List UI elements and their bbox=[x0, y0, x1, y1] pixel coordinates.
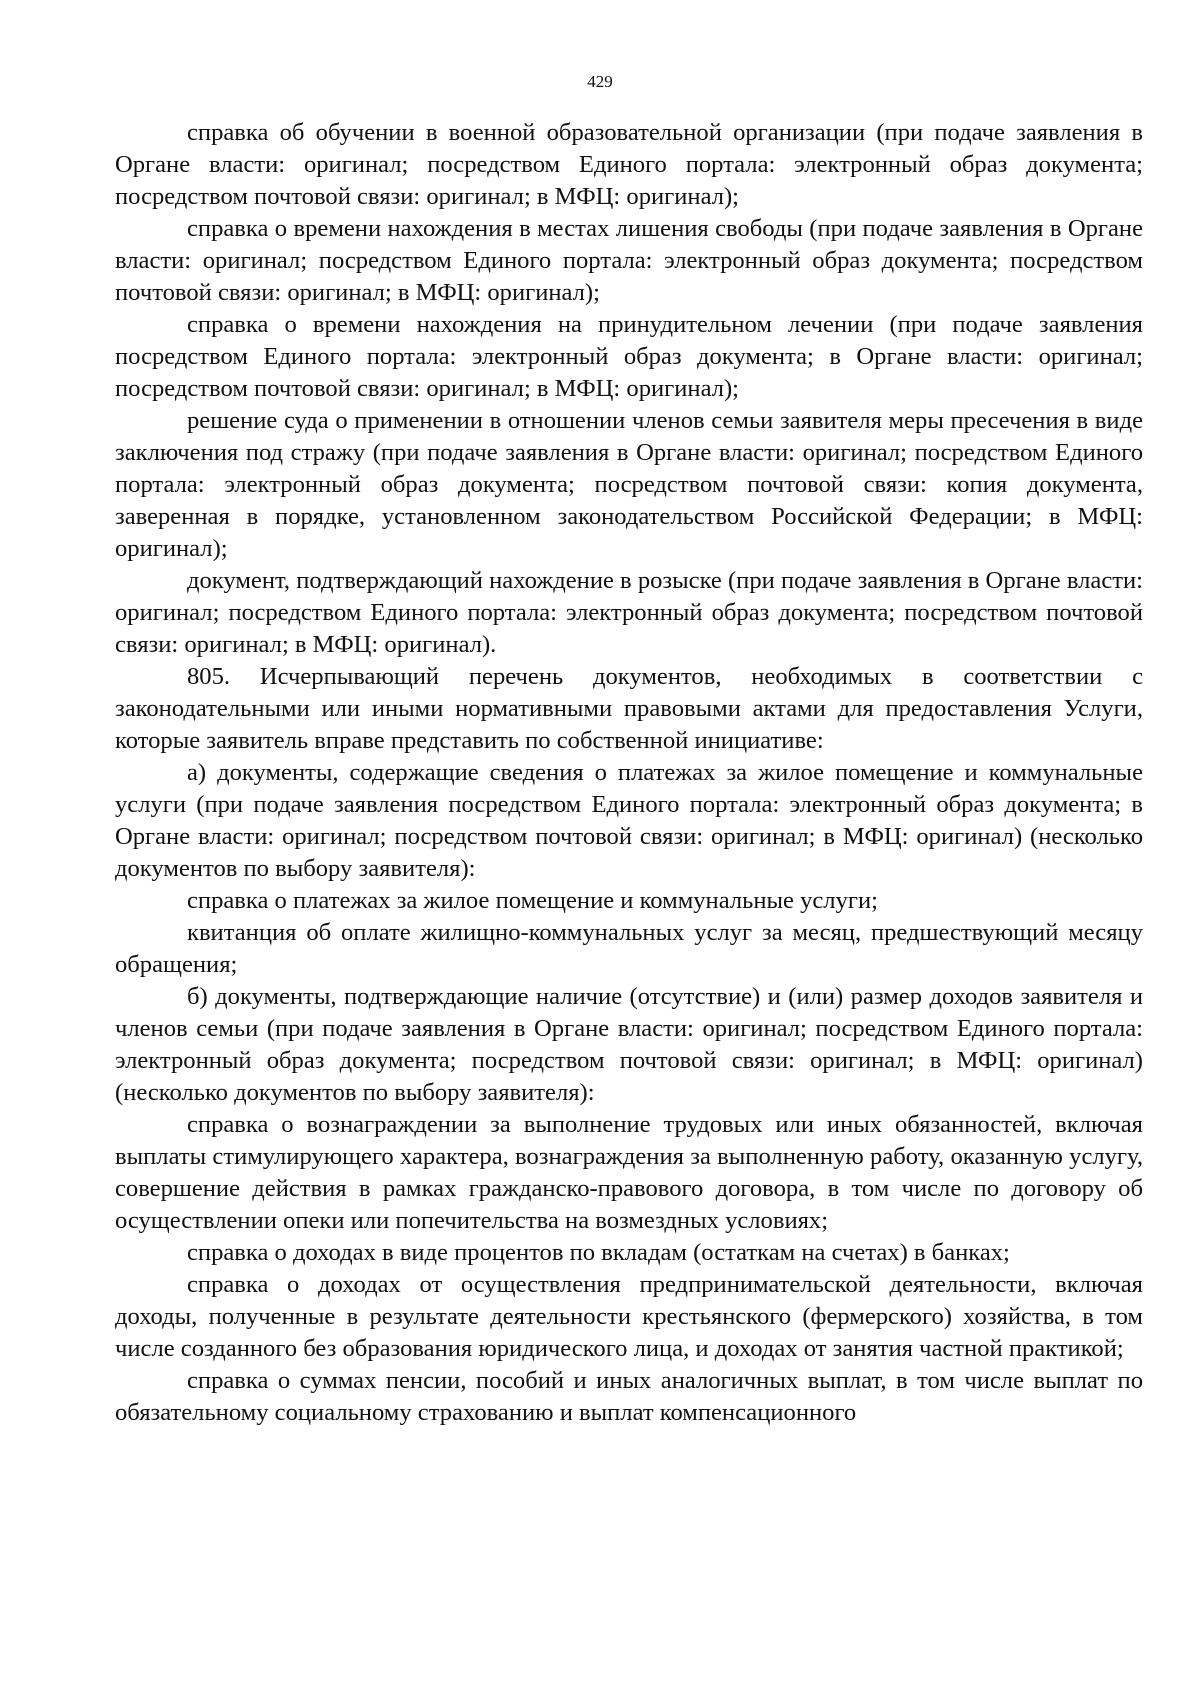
paragraph-compulsory-treatment-certificate: справка о времени нахождения на принудительном лечении (при подаче заявления посредством Единого портала: электронный образ документа; в Органе власти: оригинал; посредством почтовой связи: оригинал; в МФЦ: оригинал); bbox=[115, 311, 1143, 402]
paragraph-item-b-income: б) документы, подтверждающие наличие (отсутствие) и (или) размер доходов заявителя и членов семьи (при подаче заявления в Органе власти: оригинал; посредством Единого портала: электронный образ документа; посредством почтовой связи: оригинал; в МФЦ: оригинал) (несколько документов по выбору заявителя): bbox=[115, 983, 1143, 1106]
paragraph-805-documents-list: 805. Исчерпывающий перечень документов, необходимых в соответствии с законодательными или иными нормативными правовыми актами для предоставления Услуги, которые заявитель вправе представить по собственной инициативе: bbox=[115, 663, 1143, 754]
paragraph-remuneration-certificate: справка о вознаграждении за выполнение трудовых или иных обязанностей, включая выплаты стимулирующего характера, вознаграждения за выполненную работу, оказанную услугу, совершение действия в рамках гражданско-правового договора, в том числе по договору об осуществлении опеки или попечительства на возмездных условиях; bbox=[115, 1111, 1143, 1234]
paragraph-payments-certificate: справка о платежах за жилое помещение и коммунальные услуги; bbox=[187, 887, 878, 914]
paragraph-imprisonment-certificate: справка о времени нахождения в местах лишения свободы (при подаче заявления в Органе власти: оригинал; посредством Единого портала: электронный образ документа; посредством почтовой связи: оригинал; в МФЦ: оригинал); bbox=[115, 215, 1143, 306]
paragraph-pension-certificate: справка о суммах пенсии, пособий и иных аналогичных выплат, в том числе выплат по обязательному социальному страхованию и выплат компенсационного bbox=[115, 1367, 1143, 1426]
paragraph-item-a-payments: а) документы, содержащие сведения о платежах за жилое помещение и коммунальные услуги (при подаче заявления посредством Единого портала: электронный образ документа; в Органе власти: оригинал; посредством почтовой связи: оригинал; в МФЦ: оригинал) (несколько документов по выбору заявителя): bbox=[115, 759, 1143, 882]
document-body bbox=[115, 117, 1143, 1429]
page-number: 429 bbox=[587, 72, 613, 91]
paragraph-business-income-certificate: справка о доходах от осуществления предпринимательской деятельности, включая доходы, полученные в результате деятельности крестьянского (фермерского) хозяйства, в том числе созданного без образования юридического лица, и доходах от занятия частной практикой; bbox=[115, 1271, 1143, 1362]
paragraph-court-decision: решение суда о применении в отношении членов семьи заявителя меры пресечения в виде заключения под стражу (при подаче заявления в Органе власти: оригинал; посредством Единого портала: электронный образ документа; посредством почтовой связи: копия документа, заверенная в порядке, установленном законодательством Российской Федерации; в МФЦ: оригинал); bbox=[115, 407, 1143, 562]
paragraph-military-education-certificate: справка об обучении в военной образовательной организации (при подаче заявления в Органе власти: оригинал; посредством Единого портала: электронный образ документа; посредством почтовой связи: оригинал; в МФЦ: оригинал); bbox=[115, 119, 1143, 210]
paragraph-wanted-document: документ, подтверждающий нахождение в розыске (при подаче заявления в Органе власти: оригинал; посредством Единого портала: электронный образ документа; посредством почтовой связи: оригинал; в МФЦ: оригинал). bbox=[115, 567, 1143, 658]
paragraph-utility-receipt: квитанция об оплате жилищно-коммунальных услуг за месяц, предшествующий месяцу обращения; bbox=[115, 919, 1143, 978]
paragraph-deposit-interest-certificate: справка о доходах в виде процентов по вкладам (остаткам на счетах) в банках; bbox=[187, 1239, 1010, 1266]
